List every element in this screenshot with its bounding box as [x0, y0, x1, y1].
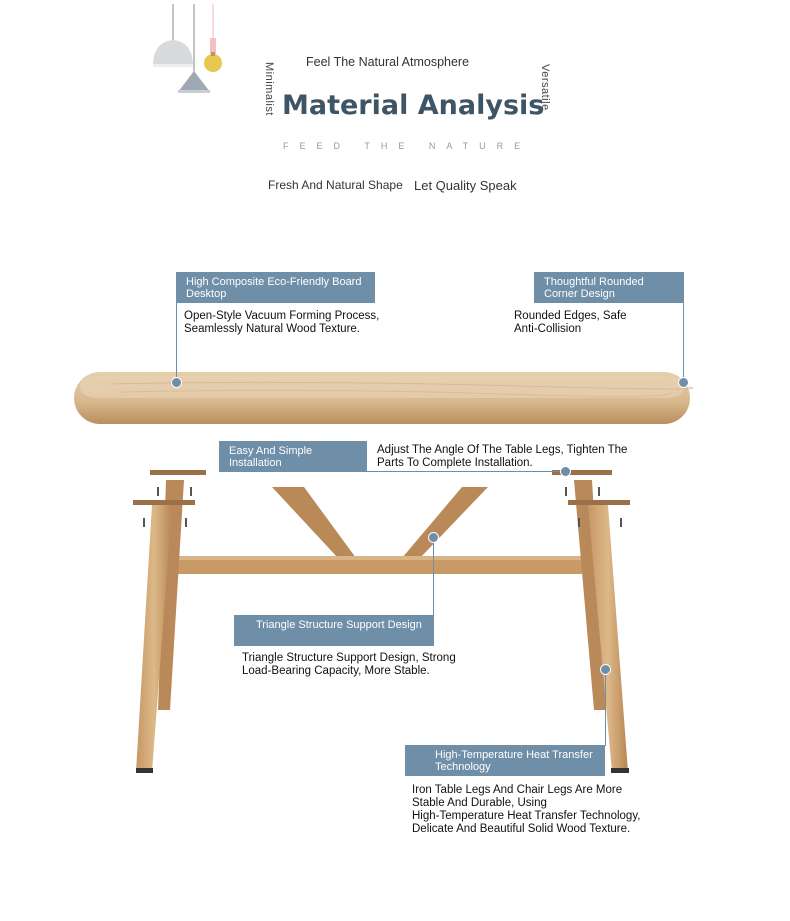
feature-desc-line: Open-Style Vacuum Forming Process, [184, 310, 380, 322]
page-title: Material Analysis [282, 90, 545, 121]
feature-desc-line: Seamlessly Natural Wood Texture. [184, 323, 360, 335]
feature-tag-heat-transfer: High-Temperature Heat Transfer Technology [405, 745, 605, 776]
feature-tag-corner: Thoughtful Rounded Corner Design [534, 272, 684, 303]
feature-desc-line: Parts To Complete Installation. [377, 457, 533, 469]
header-subtitle: Feel The Natural Atmosphere [306, 55, 470, 69]
feature-desc-installation [377, 444, 627, 470]
callout-dot [560, 466, 571, 477]
feature-desc-corner [514, 310, 627, 336]
table-top-icon [74, 372, 693, 424]
feature-desc-desktop [184, 310, 379, 336]
pendant-lamps-icon [153, 4, 222, 93]
feature-desc-line: Anti-Collision [514, 323, 582, 335]
callout-dot [600, 664, 611, 675]
callout-line [605, 672, 606, 746]
feature-desc-line: Load-Bearing Capacity, More Stable. [242, 665, 430, 677]
feature-desc-heat-transfer [412, 784, 640, 836]
slogan-left: Fresh And Natural Shape [268, 178, 403, 192]
callout-line [433, 540, 434, 618]
left-vertical-label: Minimalist [263, 62, 275, 116]
callout-line [176, 303, 177, 380]
feature-desc-line: Iron Table Legs And Chair Legs Are More [412, 784, 623, 796]
feature-desc-line: Adjust The Angle Of The Table Legs, Tighten The [377, 444, 628, 456]
right-vertical-label: Versatile [539, 64, 551, 111]
slogan-right: Let Quality Speak [414, 178, 517, 193]
feature-desc-line: Triangle Structure Support Design, Strong [242, 652, 456, 664]
feature-desc-line: High-Temperature Heat Transfer Technology, [412, 810, 641, 822]
spaced-tagline: FEED THE NATURE [283, 141, 532, 151]
callout-dot [428, 532, 439, 543]
feature-tag-installation: Easy And Simple Installation [219, 441, 367, 472]
callout-line [367, 471, 565, 472]
feature-tag-triangle: Triangle Structure Support Design [234, 615, 434, 646]
feature-desc-line: Rounded Edges, Safe [514, 310, 627, 322]
callout-line [683, 303, 684, 380]
callout-dot [171, 377, 182, 388]
feature-tag-desktop: High Composite Eco-Friendly Board Desktop [176, 272, 375, 303]
callout-dot [678, 377, 689, 388]
feature-desc-line: Delicate And Beautiful Solid Wood Texture. [412, 823, 631, 835]
feature-desc-line: Stable And Durable, Using [412, 797, 547, 809]
feature-desc-triangle [242, 652, 456, 678]
